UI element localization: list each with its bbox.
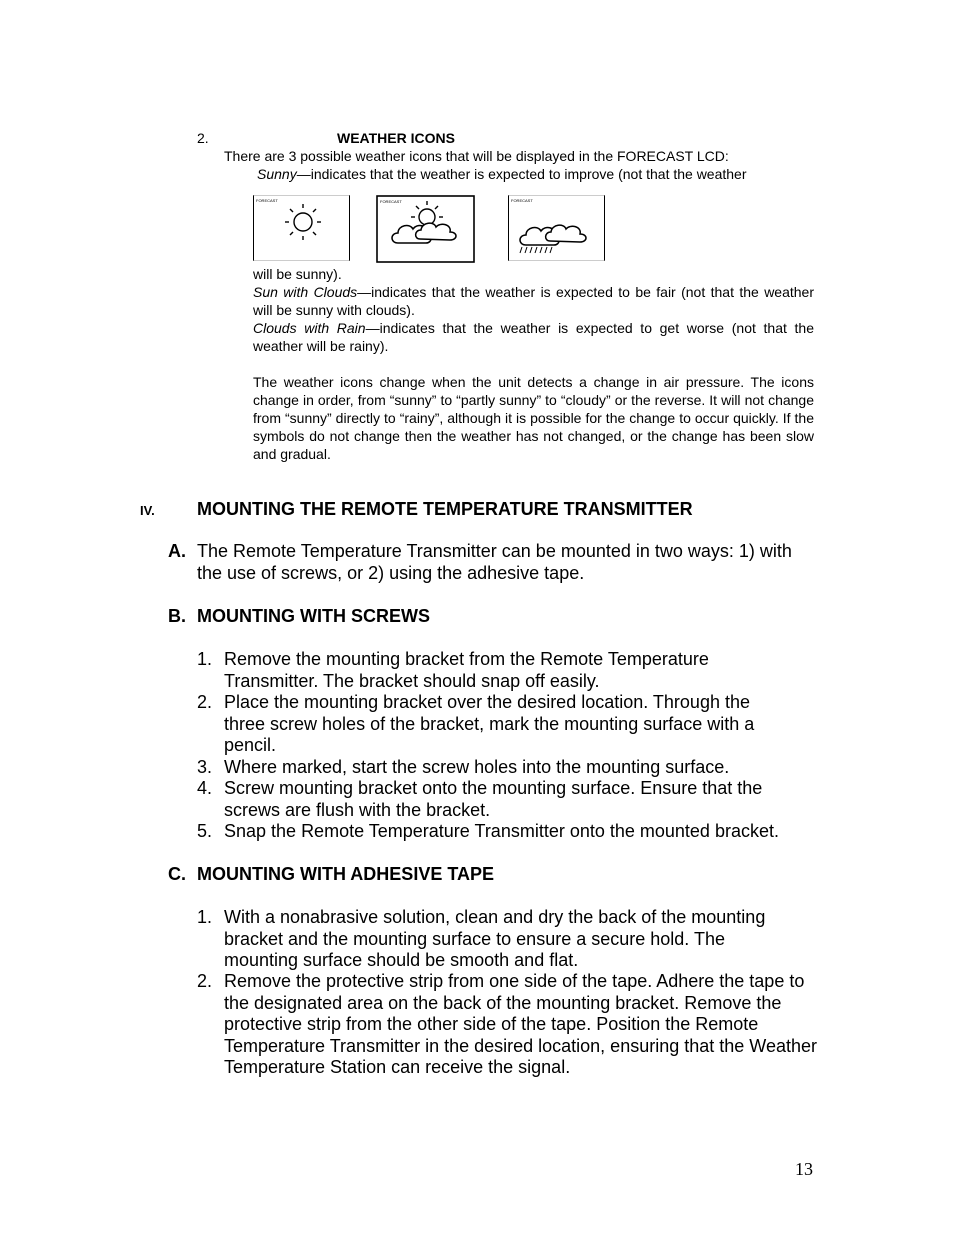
icon-label: FORECAST [511,198,533,203]
list-item-number: 5. [197,821,213,841]
list-item-number: 1. [197,907,213,927]
list-item-number: 2. [197,692,213,712]
list-item-number: 3. [197,757,213,777]
list-item: Remove the protective strip from one side of the tape. Adhere the tape to the designated area on the back of the mounting bracket. Remove the protective strip from the other side of the tape. Position the Remote Temperature Transmitter in the desired location, ensuring that the Weather Temperature Station can receive the signal. [224,971,817,1078]
list-item: Remove the mounting bracket from the Remote Temperature Transmitter. The bracket should snap off easily. [224,649,709,691]
section-numeral: IV. [140,503,155,518]
sun-icon [285,204,321,240]
list-item: Snap the Remote Temperature Transmitter onto the mounted bracket. [224,821,779,841]
sun-clouds-term: Sun with Clouds [253,284,358,300]
sun-icon [411,201,443,225]
sunny-desc-part1: —indicates that the weather is expected to improve (not that the weather [296,166,747,182]
section-c-letter: C. [168,864,186,884]
section-b-title: MOUNTING WITH SCREWS [197,606,430,626]
sunny-desc-end: will be sunny). [253,266,342,282]
cloud-icon [392,223,456,243]
section-a-text: The Remote Temperature Transmitter can be mounted in two ways: 1) with the use of screws, or 2) using the adhesive tape. [197,541,792,583]
weather-intro: There are 3 possible weather icons that will be displayed in the FORECAST LCD: [224,148,729,164]
weather-section-number: 2. [197,130,209,146]
section-a-letter: A. [168,541,186,561]
clouds-rain-desc: —indicates that the weather is expected to get worse (not that the weather will be rainy). [253,320,814,354]
section-c-title: MOUNTING WITH ADHESIVE TAPE [197,864,494,884]
list-item-number: 2. [197,971,213,991]
clouds-rain-term: Clouds with Rain [253,320,366,336]
rain-icon [520,247,552,253]
list-item-number: 4. [197,778,213,798]
icon-label: FORECAST [380,199,402,204]
list-item: Place the mounting bracket over the desired location. Through the three screw holes of the bracket, mark the mounting surface with a pencil. [224,692,755,756]
sun-with-clouds-forecast-icon [376,195,473,261]
cloud-icon [520,225,586,245]
sun-with-clouds-description [253,283,814,319]
clouds-with-rain-description [253,319,814,355]
clouds-with-rain-forecast-icon [508,195,605,261]
sun-clouds-desc: —indicates that the weather is expected to be fair (not that the weather will be sunny with clouds). [253,284,814,318]
sunny-term: Sunny [257,166,297,182]
list-item: With a nonabrasive solution, clean and dry the back of the mounting bracket and the mounting surface to ensure a secure hold. The mounting surface should be smooth and flat. [224,907,766,971]
list-item: Where marked, start the screw holes into the mounting surface. [224,757,730,777]
sunny-description [257,165,817,183]
list-item: Screw mounting bracket onto the mounting surface. Ensure that the screws are flush with the bracket. [224,778,763,820]
list-item-number: 1. [197,649,213,669]
section-b-letter: B. [168,606,186,626]
sunny-forecast-icon [253,195,350,261]
icon-label: FORECAST [256,198,278,203]
weather-section-heading: WEATHER ICONS [337,130,455,146]
page-number: 13 [795,1159,813,1179]
icon-change-paragraph: The weather icons change when the unit detects a change in air pressure. The icons change in order, from “sunny” to “partly sunny” to “cloudy” or the reverse. It will not change from “sunny” directly to “rainy”, although it is possible for the change to occur quickly. If the symbols do not change then the weather has not changed, or the change has been slow and gradual. [253,374,814,462]
section-title: MOUNTING THE REMOTE TEMPERATURE TRANSMITTER [197,499,693,519]
